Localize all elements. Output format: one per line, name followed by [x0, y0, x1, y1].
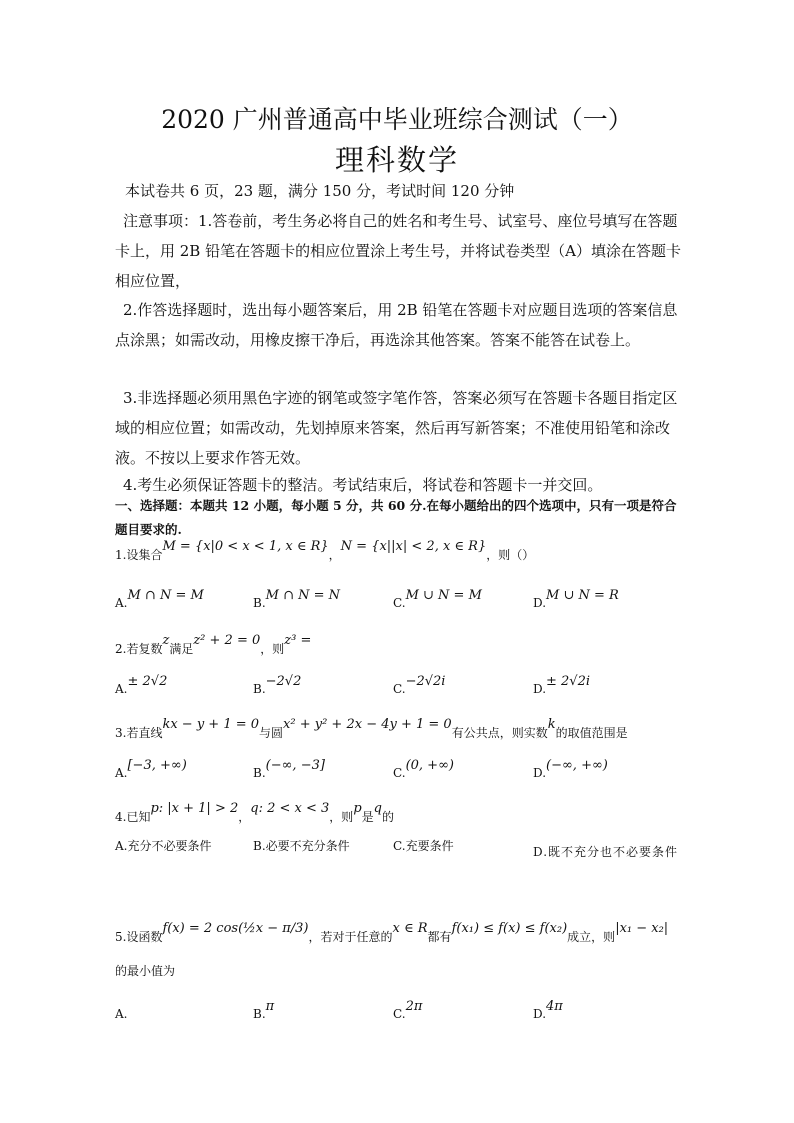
q2-option-b: B.−2√2 [253, 674, 302, 696]
q4-p-var: p [353, 801, 362, 816]
note-3: 3.非选择题必须用黑色字迹的钢笔或签字笔作答，答案必须写在答题卡各题目指定区域的相应位置；如需改动，先划掉原来答案，然后再写新答案；不准使用铅笔和涂改液。不按以上要求作答无效。 [115, 389, 678, 467]
q3-stem: 3.若直线 [115, 726, 163, 740]
question-4 [115, 801, 685, 825]
q3-option-b: B.(−∞, −3] [253, 758, 325, 780]
q2-query: z³ = [284, 633, 312, 648]
q4-p: p: |x + 1| > 2 [150, 801, 239, 816]
question-1 [115, 539, 685, 563]
q2-option-a: A.± 2√2 [115, 674, 168, 696]
q1-option-a: A.M ∩ N = M [115, 588, 204, 610]
q3-line: kx − y + 1 = 0 [162, 717, 260, 732]
q1-option-b: B.M ∩ N = N [253, 588, 341, 610]
q5-inequality: f(x₁) ≤ f(x) ≤ f(x₂) [451, 921, 568, 936]
q1-tail: ，则（） [486, 548, 535, 562]
q4-sep: ， [238, 810, 251, 824]
q4-option-d: D.既不充分也不必要条件 [533, 845, 679, 859]
question-5 [115, 921, 685, 945]
note-1: 注意事项：1.答卷前，考生务必将自己的姓名和考生号、试室号、座位号填写在答题卡上，用 2B 铅笔在答题卡的相应位置涂上考生号，并将试卷类型（A）填涂在答题卡相应位置， [115, 212, 681, 290]
q5-option-d: D.4π [533, 999, 563, 1021]
q2-mid: 满足 [169, 642, 194, 656]
question-2 [115, 633, 685, 657]
q4-option-c: C.充要条件 [393, 839, 454, 853]
q2-option-d: D.± 2√2i [533, 674, 591, 696]
note-2: 2.作答选择题时，选出每小题答案后，用 2B 铅笔在答题卡对应题目选项的答案信息点涂黑；如需改动，用橡皮擦干净后，再选涂其他答案。答案不能答在试卷上。 [115, 301, 678, 349]
q5-mid2: 都有 [427, 930, 452, 944]
q4-mid: ，则 [329, 810, 354, 824]
q2-var: z [162, 633, 170, 648]
q5-abs: |x₁ − x₂| [615, 921, 669, 936]
q5-option-c: C.2π [393, 999, 423, 1021]
exam-info: 本试卷共 6 页，23 题，满分 150 分，考试时间 120 分钟 [125, 182, 515, 200]
q5-domain: x ∈ R [392, 921, 428, 936]
q5-stem: 5.设函数 [115, 930, 163, 944]
section-heading: 一、选择题：本题共 12 小题，每小题 5 分，共 60 分.在每小题给出的四个选项中，只有一项是符合题目要求的. [115, 498, 677, 537]
q2-stem: 2.若复数 [115, 642, 163, 656]
q1-set-m: M = {x|0 < x < 1, x ∈ R} [162, 539, 329, 554]
q1-separator: ， [328, 548, 341, 562]
q3-tail: 的取值范围是 [555, 726, 628, 740]
q4-q-var: q [373, 801, 382, 816]
q3-var: k [547, 717, 556, 732]
q5-mid: ，若对于任意的 [308, 930, 393, 944]
q2-option-c: C.−2√2i [393, 674, 446, 696]
q3-option-c: C.(0, +∞) [393, 758, 454, 780]
q3-mid2: 有公共点，则实数 [451, 726, 548, 740]
q5-option-a: A. [115, 1007, 128, 1021]
q3-option-d: D.(−∞, +∞) [533, 758, 608, 780]
q5-mid3: 成立，则 [567, 930, 616, 944]
note-4: 4.考生必须保证答题卡的整洁。考试结束后，将试卷和答题卡一并交回。 [123, 476, 603, 494]
question-3 [115, 717, 685, 741]
q4-q: q: 2 < x < 3 [250, 801, 330, 816]
q1-option-d: D.M ∪ N = R [533, 588, 619, 610]
q2-equation: z² + 2 = 0 [193, 633, 261, 648]
q4-stem: 4.已知 [115, 810, 151, 824]
q5-function: f(x) = 2 cos(½x − π/3) [162, 921, 309, 936]
q4-option-b: B.必要不充分条件 [253, 839, 350, 853]
q5-tail: 的最小值为 [115, 964, 176, 978]
q2-mid2: ，则 [260, 642, 285, 656]
q1-stem: 1.设集合 [115, 548, 163, 562]
exam-subtitle: 理科数学 [334, 143, 459, 177]
q4-tail: 的 [381, 810, 394, 824]
q1-option-c: C.M ∪ N = M [393, 588, 482, 610]
q3-option-a: A.[−3, +∞) [115, 758, 187, 780]
q1-set-n: N = {x||x| < 2, x ∈ R} [340, 539, 487, 554]
q3-circle: x² + y² + 2x − 4y + 1 = 0 [283, 717, 452, 732]
q4-option-a: A.充分不必要条件 [115, 839, 212, 853]
exam-title: 2020 广州普通高中毕业班综合测试（一） [161, 105, 633, 134]
q5-option-b: B.π [253, 999, 275, 1021]
q3-mid: 与圆 [259, 726, 284, 740]
q4-mid2: 是 [361, 810, 374, 824]
